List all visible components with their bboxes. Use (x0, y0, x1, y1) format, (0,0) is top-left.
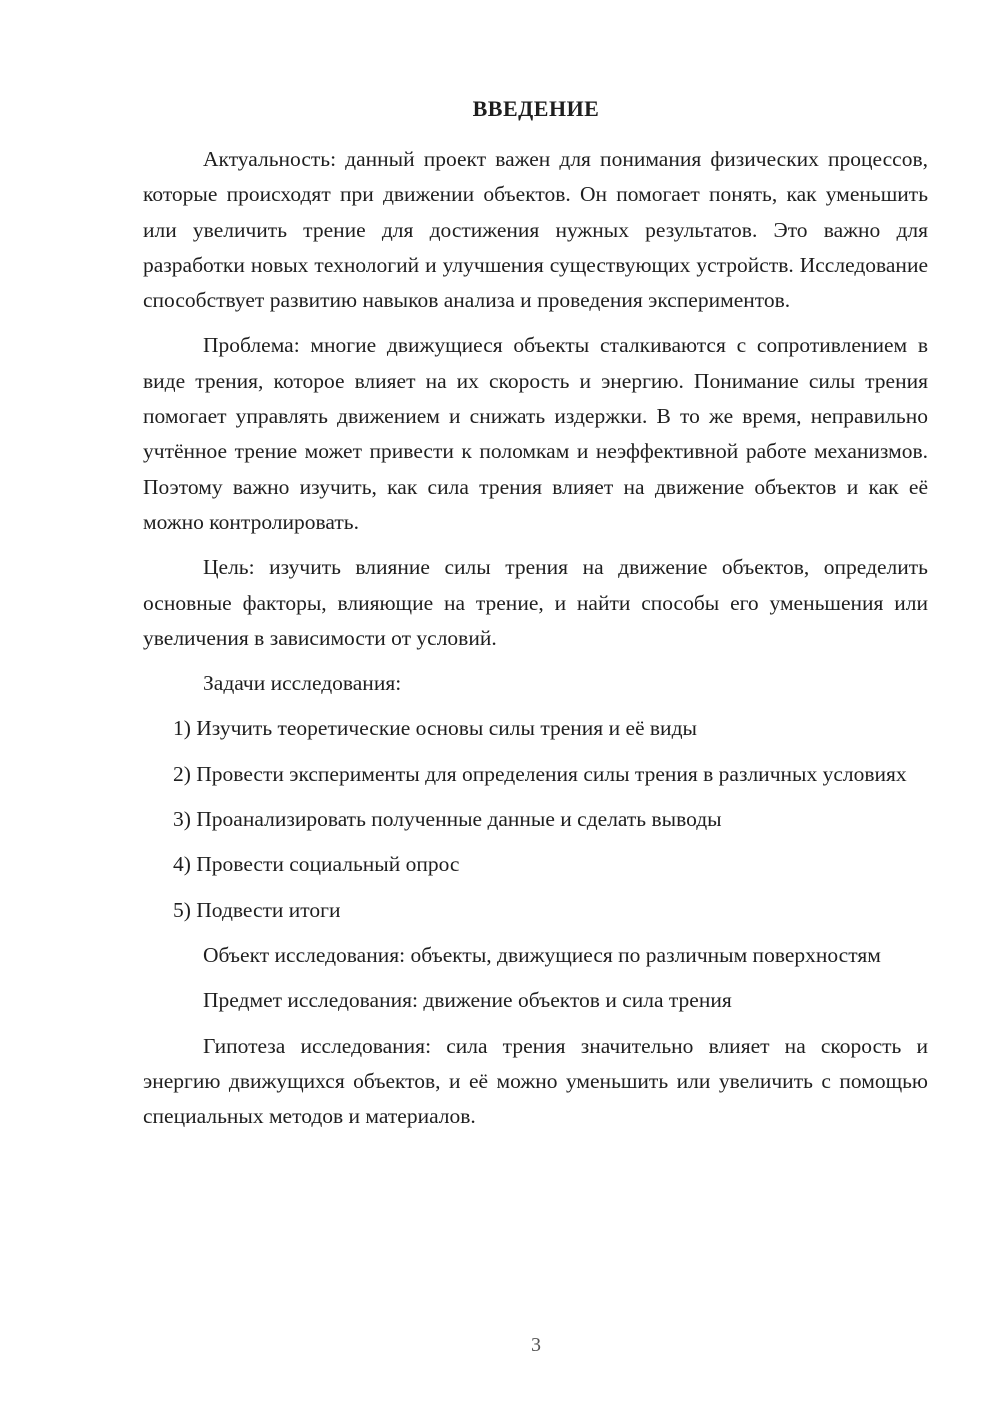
relevance-paragraph: Актуальность: данный проект важен для понимания физических процессов, которые происходят при движении объектов. Он помогает понять, как уменьшить или увеличить трение для достижения нужных результатов. Это важно для разработки новых технологий и улучшения существующих устройств. Исследование способствует развитию навыков анализа и проведения экспериментов. (143, 147, 928, 313)
task-item: 4) Провести социальный опрос (173, 852, 460, 877)
tasks-heading: Задачи исследования: (203, 671, 402, 696)
hypothesis-paragraph: Гипотеза исследования: сила трения значительно влияет на скорость и энергию движущихся объектов, и её можно уменьшить или увеличить с помощью специальных методов и материалов. (143, 1033, 928, 1129)
goal-paragraph: Цель: изучить влияние силы трения на движение объектов, определить основные факторы, влияющие на трение, и найти способы его уменьшения или увеличения в зависимости от условий. (143, 555, 928, 650)
subject-paragraph: Предмет исследования: движение объектов и сила трения (203, 988, 732, 1013)
page-body (143, 142, 928, 1144)
task-item: 1) Изучить теоретические основы силы трения и её виды (173, 716, 697, 741)
task-item: 2) Провести эксперименты для определения силы трения в различных условиях (173, 761, 907, 786)
task-item: 5) Подвести итоги (173, 897, 341, 922)
problem-paragraph: Проблема: многие движущиеся объекты сталкиваются с сопротивлением в виде трения, которое влияет на их скорость и энергию. Понимание силы трения помогает управлять движением и снижать издержки. В то же время, неправильно учтённое трение может привести к поломкам и неэффективной работе механизмов. Поэтому важно изучить, как сила трения влияет на движение объектов и как её можно контролировать. (143, 333, 928, 534)
page-title: ВВЕДЕНИЕ (472, 96, 600, 121)
page-number: 3 (531, 1334, 541, 1356)
object-paragraph: Объект исследования: объекты, движущиеся по различным поверхностям (203, 942, 881, 967)
task-item: 3) Проанализировать полученные данные и сделать выводы (173, 807, 722, 832)
